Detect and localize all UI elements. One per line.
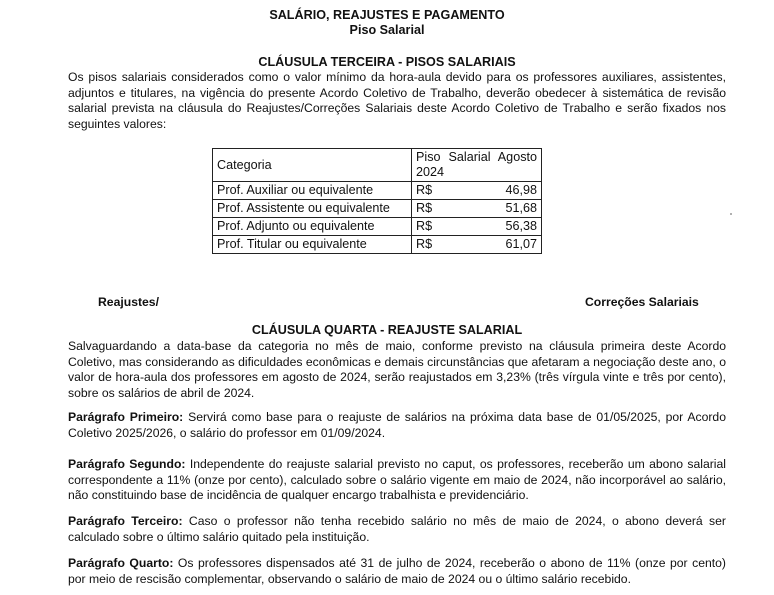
clause4-text: Salvaguardando a data-base da categoria no mês de maio, conforme previsto na cláusula primeira deste Acordo Coletivo, mas considerando as dificuldades econômicas e demais circunstâncias que afetaram a negociação deste ano, o valor de hora-aula dos professores em agosto de 2024, serão reajustados em 3,23% (três vírgula vinte e três por cento), sobre os salários de abril de 2024. [68, 339, 726, 400]
paragraph-primeiro [68, 410, 726, 441]
section-reajustes: Reajustes/ [98, 295, 159, 309]
currency: R$ [416, 201, 433, 215]
paragraph-text: Independente do reajuste salarial previsto no caput, os professores, receberão um abono salarial correspondente a 11% (onze por cento), calculado sobre o salário vigente em maio de 2024, não incorporável ao salário, não constituindo base de incidência de qualquer encargo trabalhista e previdenciário. [68, 457, 726, 502]
paragraph-quarto [68, 556, 726, 587]
paragraph-text: Os professores dispensados até 31 de julho de 2024, receberão o abono de 11% (onze por cento) por meio de rescisão complementar, observando o salário de maio de 2024 ou o último salário recebido. [68, 556, 726, 586]
value: 61,07 [505, 237, 537, 251]
row-category: Prof. Titular ou equivalente [213, 236, 412, 254]
currency: R$ [416, 219, 433, 233]
table-row [213, 200, 542, 218]
header-category: Categoria [213, 149, 412, 182]
value: 46,98 [505, 183, 537, 197]
paragraph-label: Parágrafo Terceiro: [68, 514, 183, 528]
paragraph-label: Parágrafo Segundo: [68, 457, 186, 471]
pisos-table [212, 148, 542, 254]
clause3-text: Os pisos salariais considerados como o valor mínimo da hora-aula devido para os professores auxiliares, assistentes, adjuntos e titulares, na vigência do presente Acordo Coletivo de Trabalho, deverão obedecer à sistemática de revisão salarial prevista na cláusula do Reajustes/Correções Salariais deste Acordo Coletivo de Trabalho e serão fixados nos seguintes valores: [68, 70, 726, 131]
header-piso: Piso Salarial Agosto 2024 [412, 149, 542, 182]
paragraph-terceiro [68, 514, 726, 545]
section-correcoes: Correções Salariais [585, 295, 699, 309]
clause3-title: CLÁUSULA TERCEIRA - PISOS SALARIAIS [258, 55, 516, 69]
scan-speck [730, 213, 732, 215]
row-category: Prof. Adjunto ou equivalente [213, 218, 412, 236]
section-title: SALÁRIO, REAJUSTES E PAGAMENTO [269, 8, 505, 22]
table-header-row [213, 149, 542, 182]
row-value [412, 182, 542, 200]
clause4-title: CLÁUSULA QUARTA - REAJUSTE SALARIAL [251, 323, 523, 337]
row-category: Prof. Auxiliar ou equivalente [213, 182, 412, 200]
paragraph-text: Caso o professor não tenha recebido salário no mês de maio de 2024, o abono deverá ser calculado sobre o último salário quitado pela instituição. [68, 514, 726, 544]
paragraph-label: Parágrafo Primeiro: [68, 410, 184, 424]
table-row [213, 236, 542, 254]
table-row [213, 182, 542, 200]
table-row [213, 218, 542, 236]
paragraph-segundo [68, 457, 726, 504]
paragraph-label: Parágrafo Quarto: [68, 556, 174, 570]
currency: R$ [416, 183, 433, 197]
value: 56,38 [505, 219, 537, 233]
row-value [412, 236, 542, 254]
value: 51,68 [505, 201, 537, 215]
paragraph-text: Servirá como base para o reajuste de salários na próxima data base de 01/05/2025, por Acordo Coletivo 2025/2026, o salário do professor em 01/09/2024. [68, 410, 726, 440]
row-category: Prof. Assistente ou equivalente [213, 200, 412, 218]
section-subtitle: Piso Salarial [349, 23, 425, 37]
row-value [412, 200, 542, 218]
row-value [412, 218, 542, 236]
currency: R$ [416, 237, 433, 251]
